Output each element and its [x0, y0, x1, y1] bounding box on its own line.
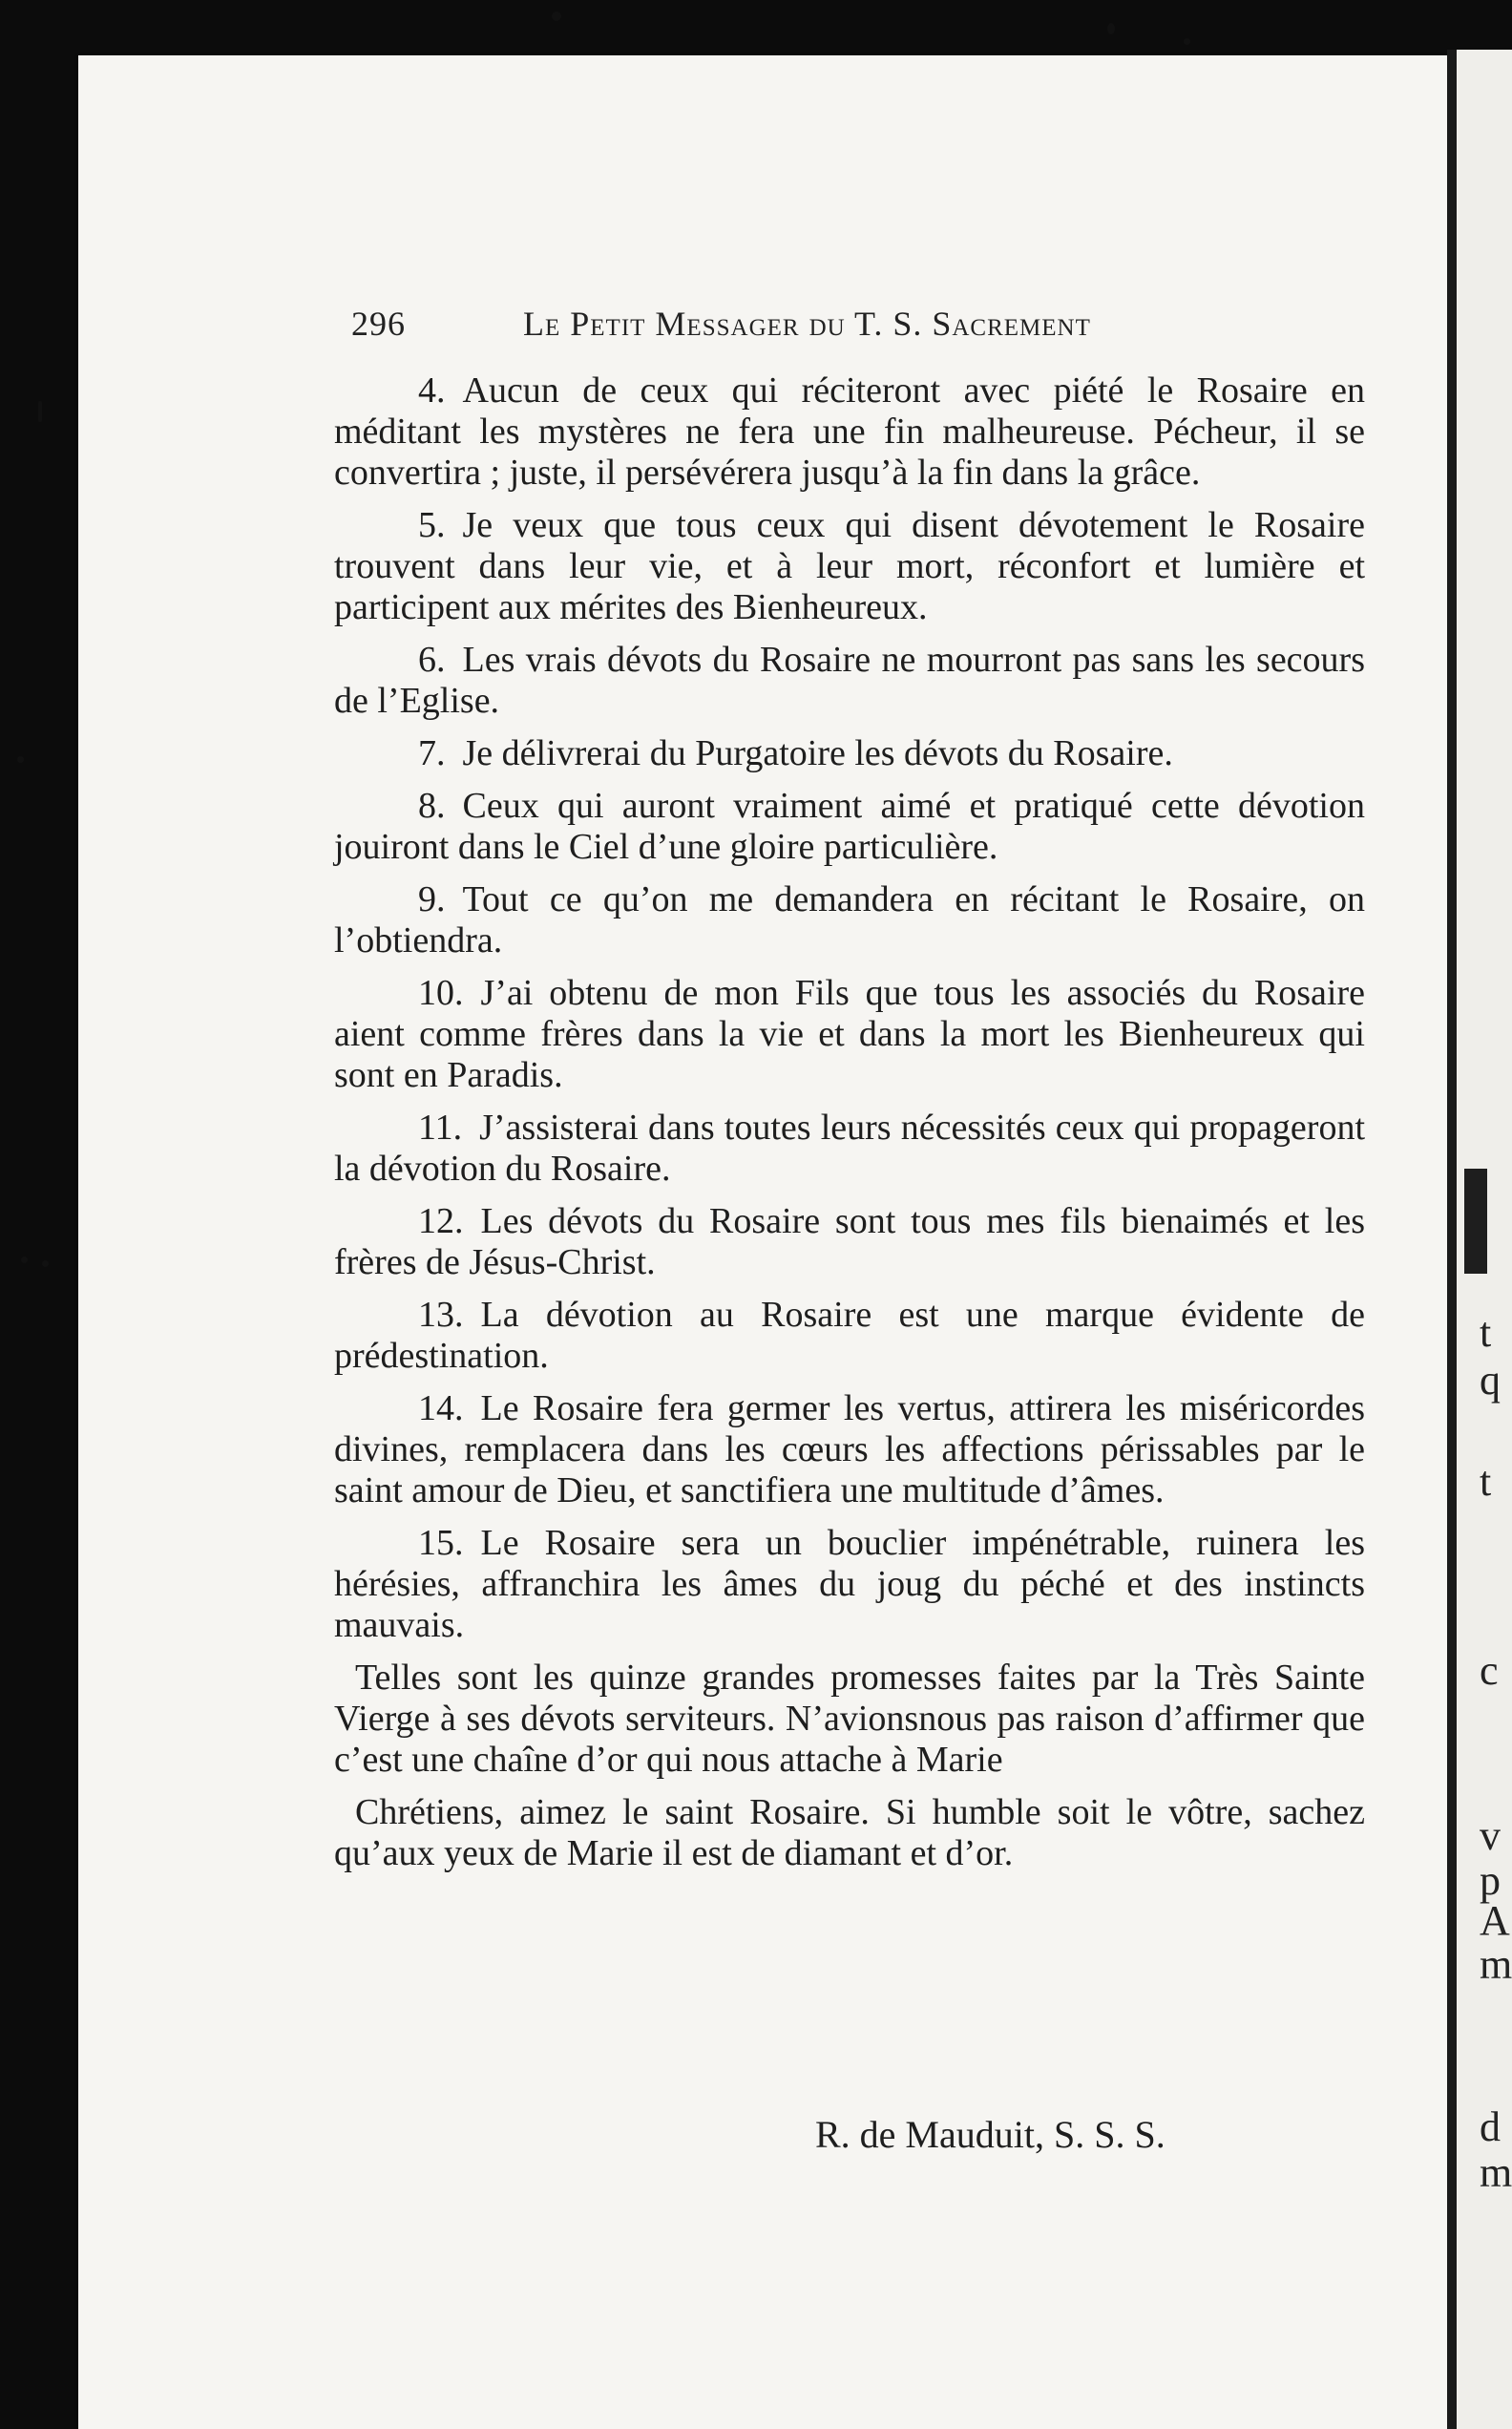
- facing-page-edge: [1447, 50, 1512, 2429]
- promise-text: Les vrais dévots du Rosaire ne mourront pas sans les secours de l’Eglise.: [334, 640, 1365, 721]
- promise-text: Ceux qui auront vraiment aimé et pratiqué cette dévotion jouiront dans le Ciel d’une gloire particulière.: [334, 786, 1365, 867]
- promise-number: 9.: [418, 879, 446, 919]
- facing-page-letter: t: [1480, 1309, 1492, 1356]
- page-number: 296: [351, 305, 406, 343]
- promise-text: Le Rosaire fera germer les vertus, attirera les miséricordes divines, remplacera dans les cœurs les affections périssables par le saint amour de Dieu, et sanctifiera une multitude d’âmes.: [334, 1388, 1365, 1510]
- scan-speck: [42, 1260, 49, 1267]
- promise-number: 6.: [418, 640, 446, 680]
- promise-item: [334, 1295, 1365, 1377]
- promise-number: 4.: [418, 370, 446, 411]
- running-title: Le Petit Messager du T. S. Sacrement: [523, 305, 1091, 343]
- promise-number: 12.: [418, 1201, 464, 1241]
- promise-number: 11.: [418, 1108, 463, 1148]
- scan-speck: [552, 11, 561, 21]
- facing-page-letter: p: [1480, 1857, 1501, 1904]
- promise-text: Aucun de ceux qui réciteront avec piété le Rosaire en méditant les mystères ne fera une fin malheureuse. Pécheur, il se convertira ; juste, il persévérera jusqu’à la fin dans la grâce.: [334, 370, 1365, 493]
- facing-page-letter: t: [1480, 1458, 1492, 1505]
- promise-text: J’ai obtenu de mon Fils que tous les associés du Rosaire aient comme frères dans la vie et dans la mort les Bienheureux qui sont en Paradis.: [334, 973, 1365, 1095]
- promise-text: Tout ce qu’on me demandera en récitant le Rosaire, on l’obtiendra.: [334, 879, 1365, 961]
- promise-item: [334, 1201, 1365, 1283]
- promise-item: [334, 1388, 1365, 1511]
- promise-text: J’assisterai dans toutes leurs nécessités ceux qui propageront la dévotion du Rosaire.: [334, 1108, 1365, 1189]
- promise-item: [334, 505, 1365, 628]
- scan-speck: [17, 756, 24, 763]
- promise-text: La dévotion au Rosaire est une marque évidente de prédestination.: [334, 1295, 1365, 1376]
- promise-text: Je veux que tous ceux qui disent dévotement le Rosaire trouvent dans leur vie, et à leur mort, réconfort et lumière et participent aux mérites des Bienheureux.: [334, 505, 1365, 627]
- promise-number: 5.: [418, 505, 446, 545]
- closing-paragraph: Telles sont les quinze grandes promesses faites par la Très Sainte Vierge à ses dévots serviteurs. N’avionsnous pas raison d’affirmer que c’est une chaîne d’or qui nous attache à Marie: [334, 1658, 1365, 1780]
- facing-page-letter: m: [1480, 1941, 1512, 1988]
- promise-number: 8.: [418, 786, 446, 826]
- scan-speck: [1184, 38, 1190, 45]
- promise-number: 10.: [418, 973, 464, 1013]
- promise-item: [334, 640, 1365, 722]
- promise-text: Les dévots du Rosaire sont tous mes fils bienaimés et les frères de Jésus-Christ.: [334, 1201, 1365, 1282]
- promise-item: [334, 786, 1365, 868]
- facing-page-letter: d: [1480, 2103, 1501, 2150]
- promise-item: [334, 1523, 1365, 1646]
- facing-page-letter: c: [1480, 1647, 1499, 1694]
- promise-number: 15.: [418, 1523, 464, 1563]
- facing-page-letter: A: [1480, 1897, 1510, 1944]
- scan-speck: [38, 401, 42, 422]
- promise-item: [334, 1108, 1365, 1190]
- promise-number: 13.: [418, 1295, 464, 1335]
- facing-page-letter: v: [1480, 1812, 1501, 1859]
- promise-text: Je délivrerai du Purgatoire les dévots du Rosaire.: [462, 733, 1173, 773]
- promise-number: 7.: [418, 733, 446, 773]
- promise-item: [334, 879, 1365, 961]
- promise-number: 14.: [418, 1388, 464, 1428]
- scan-speck: [1107, 23, 1115, 34]
- closing-paragraph: Chrétiens, aimez le saint Rosaire. Si humble soit le vôtre, sachez qu’aux yeux de Marie il est de diamant et d’or.: [334, 1792, 1365, 1873]
- facing-page-mark: [1464, 1169, 1487, 1274]
- author-signature: R. de Mauduit, S. S. S.: [815, 2113, 1166, 2156]
- promise-item: [334, 370, 1365, 494]
- promise-item: [334, 733, 1365, 774]
- facing-page-letter: q: [1480, 1357, 1501, 1404]
- scan-speck: [21, 1257, 28, 1263]
- promise-text: Le Rosaire sera un bouclier impénétrable, ruinera les hérésies, affranchira les âmes du joug du péché et des instincts mauvais.: [334, 1523, 1365, 1645]
- page-body: [334, 370, 1365, 1886]
- facing-page-letter: m: [1480, 2149, 1512, 2196]
- promise-item: [334, 973, 1365, 1096]
